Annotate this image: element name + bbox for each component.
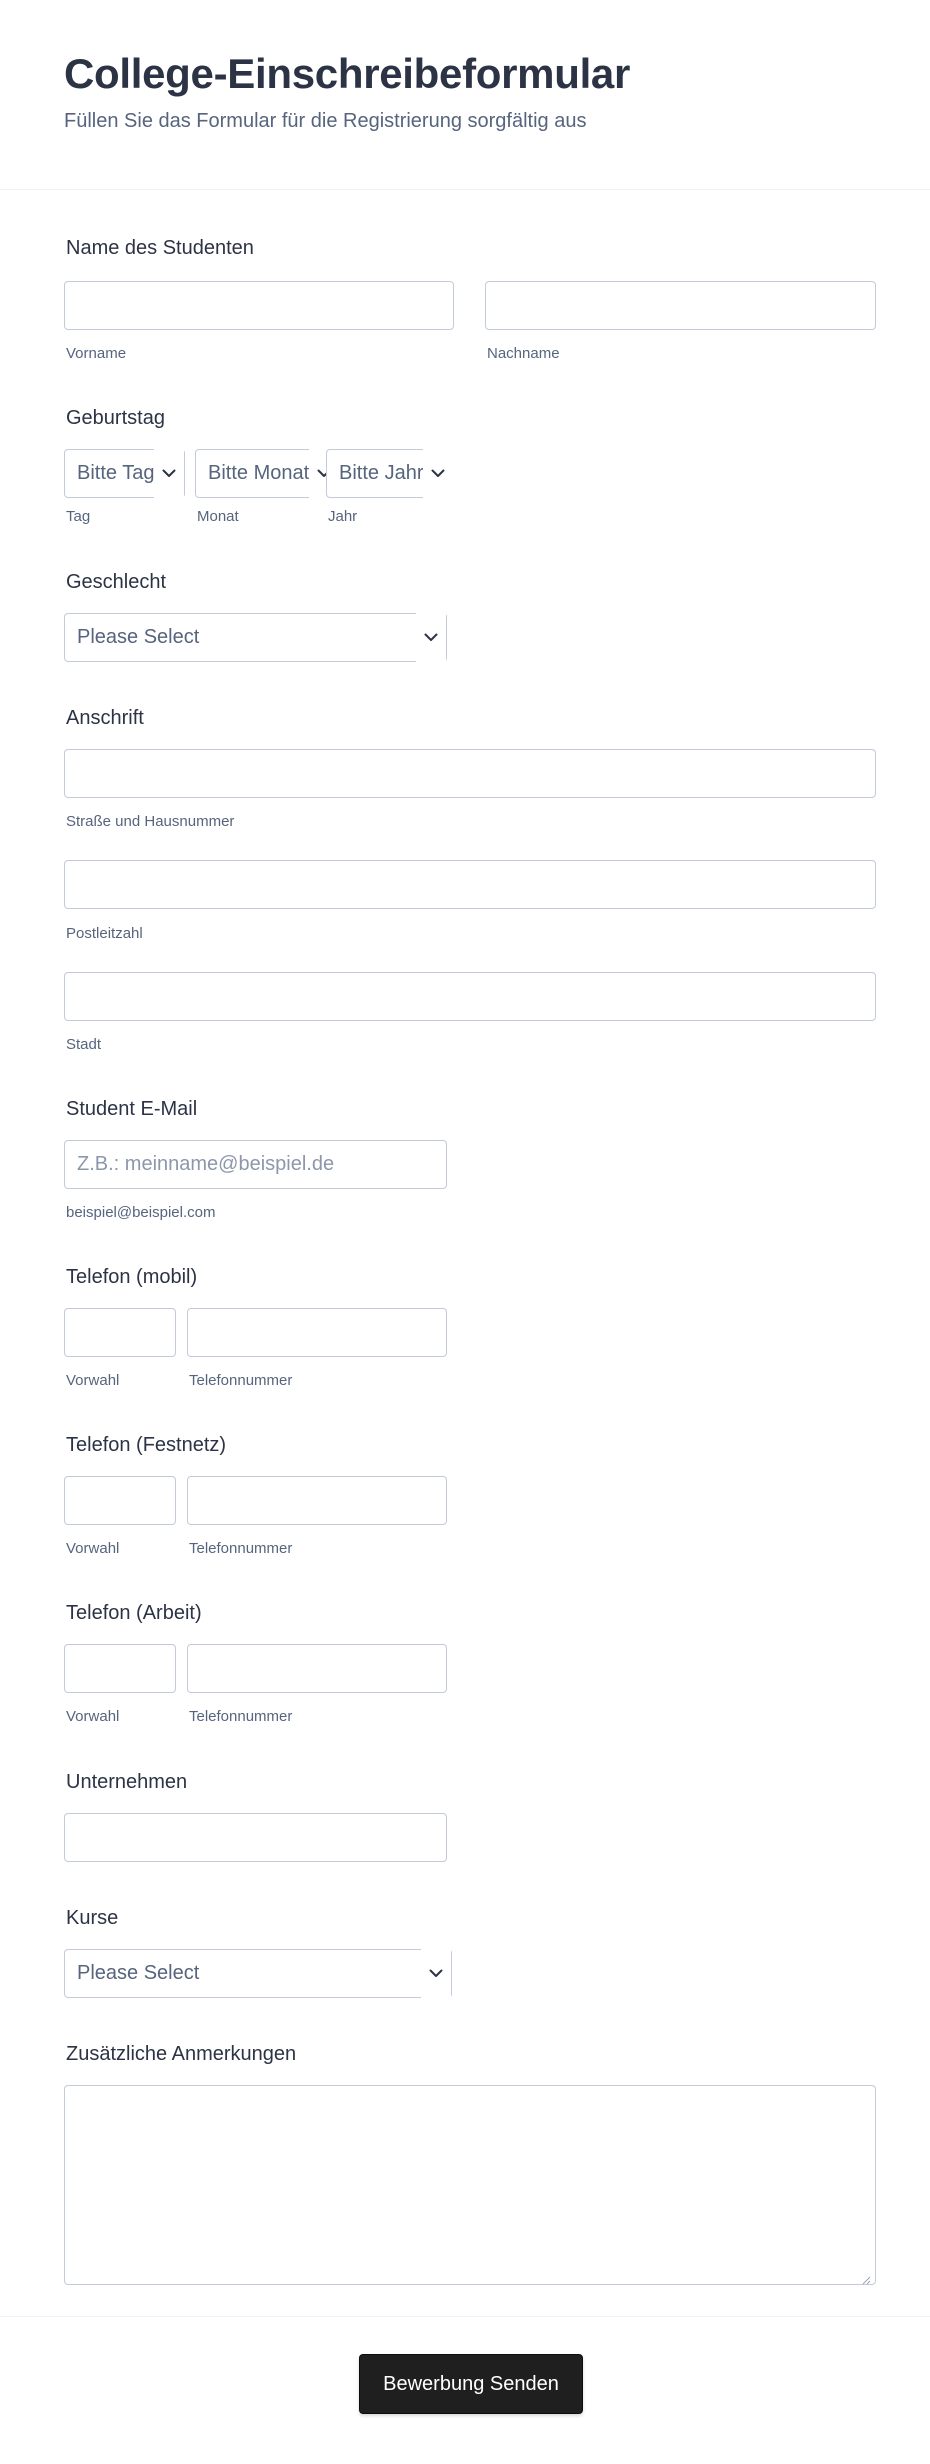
birth-month-sublabel: Monat — [197, 508, 239, 525]
phone-landline-area-input[interactable] — [64, 1476, 176, 1525]
phone-landline-label: Telefon (Festnetz) — [66, 1434, 227, 1456]
birth-day-sublabel: Tag — [66, 508, 91, 525]
email-input[interactable] — [64, 1140, 447, 1189]
phone-work-area-sublabel: Vorwahl — [66, 1708, 120, 1725]
birth-year-placeholder: Bitte Jahr — [339, 462, 424, 484]
zip-sublabel: Postleitzahl — [66, 925, 143, 942]
phone-landline-number-input[interactable] — [187, 1476, 447, 1525]
form-title: College-Einschreibeformular — [64, 50, 631, 97]
phone-mobile-number-input[interactable] — [187, 1308, 447, 1357]
chevron-down-icon — [421, 1949, 451, 1998]
notes-label: Zusätzliche Anmerkungen — [66, 2043, 297, 2065]
first-name-sublabel: Vorname — [66, 345, 127, 362]
chevron-down-icon — [154, 449, 184, 498]
phone-work-number-sublabel: Telefonnummer — [189, 1708, 293, 1725]
form-subtitle: Füllen Sie das Formular für die Registrierung sorgfältig aus — [64, 110, 587, 132]
phone-landline-area-sublabel: Vorwahl — [66, 1540, 120, 1557]
phone-mobile-area-sublabel: Vorwahl — [66, 1372, 120, 1389]
city-sublabel: Stadt — [66, 1036, 102, 1053]
email-label: Student E-Mail — [66, 1098, 198, 1120]
zip-input[interactable] — [64, 860, 876, 909]
student-name-label: Name des Studenten — [66, 237, 254, 259]
phone-work-area-input[interactable] — [64, 1644, 176, 1693]
courses-selected-value: Please Select — [77, 1962, 200, 1984]
street-sublabel: Straße und Hausnummer — [66, 813, 235, 830]
phone-mobile-number-sublabel: Telefonnummer — [189, 1372, 293, 1389]
birth-year-sublabel: Jahr — [328, 508, 358, 525]
company-label: Unternehmen — [66, 1771, 188, 1793]
birth-year-select[interactable] — [326, 449, 447, 498]
phone-mobile-area-input[interactable] — [64, 1308, 176, 1357]
last-name-input[interactable] — [485, 281, 876, 330]
phone-mobile-label: Telefon (mobil) — [66, 1266, 198, 1288]
gender-label: Geschlecht — [66, 571, 167, 593]
phone-work-number-input[interactable] — [187, 1644, 447, 1693]
courses-select[interactable] — [64, 1949, 452, 1998]
phone-landline-number-sublabel: Telefonnummer — [189, 1540, 293, 1557]
gender-select[interactable] — [64, 613, 447, 662]
birthday-label: Geburtstag — [66, 407, 165, 429]
birth-month-placeholder: Bitte Monat — [208, 462, 310, 484]
first-name-input[interactable] — [64, 281, 454, 330]
last-name-sublabel: Nachname — [487, 345, 560, 362]
birth-month-select[interactable] — [195, 449, 316, 498]
birth-day-select[interactable] — [64, 449, 185, 498]
company-input[interactable] — [64, 1813, 447, 1862]
resize-grip-icon[interactable] — [861, 2272, 871, 2282]
phone-work-label: Telefon (Arbeit) — [66, 1602, 202, 1624]
notes-textarea[interactable] — [64, 2085, 876, 2285]
chevron-down-icon — [416, 613, 446, 662]
gender-selected-value: Please Select — [77, 626, 200, 648]
courses-label: Kurse — [66, 1907, 119, 1929]
birth-day-placeholder: Bitte Tag — [77, 462, 155, 484]
address-label: Anschrift — [66, 707, 144, 729]
street-input[interactable] — [64, 749, 876, 798]
chevron-down-icon — [423, 449, 453, 498]
form-header — [0, 0, 930, 190]
submit-button[interactable]: Bewerbung Senden — [359, 2354, 583, 2414]
email-sublabel: beispiel@beispiel.com — [66, 1204, 216, 1221]
city-input[interactable] — [64, 972, 876, 1021]
